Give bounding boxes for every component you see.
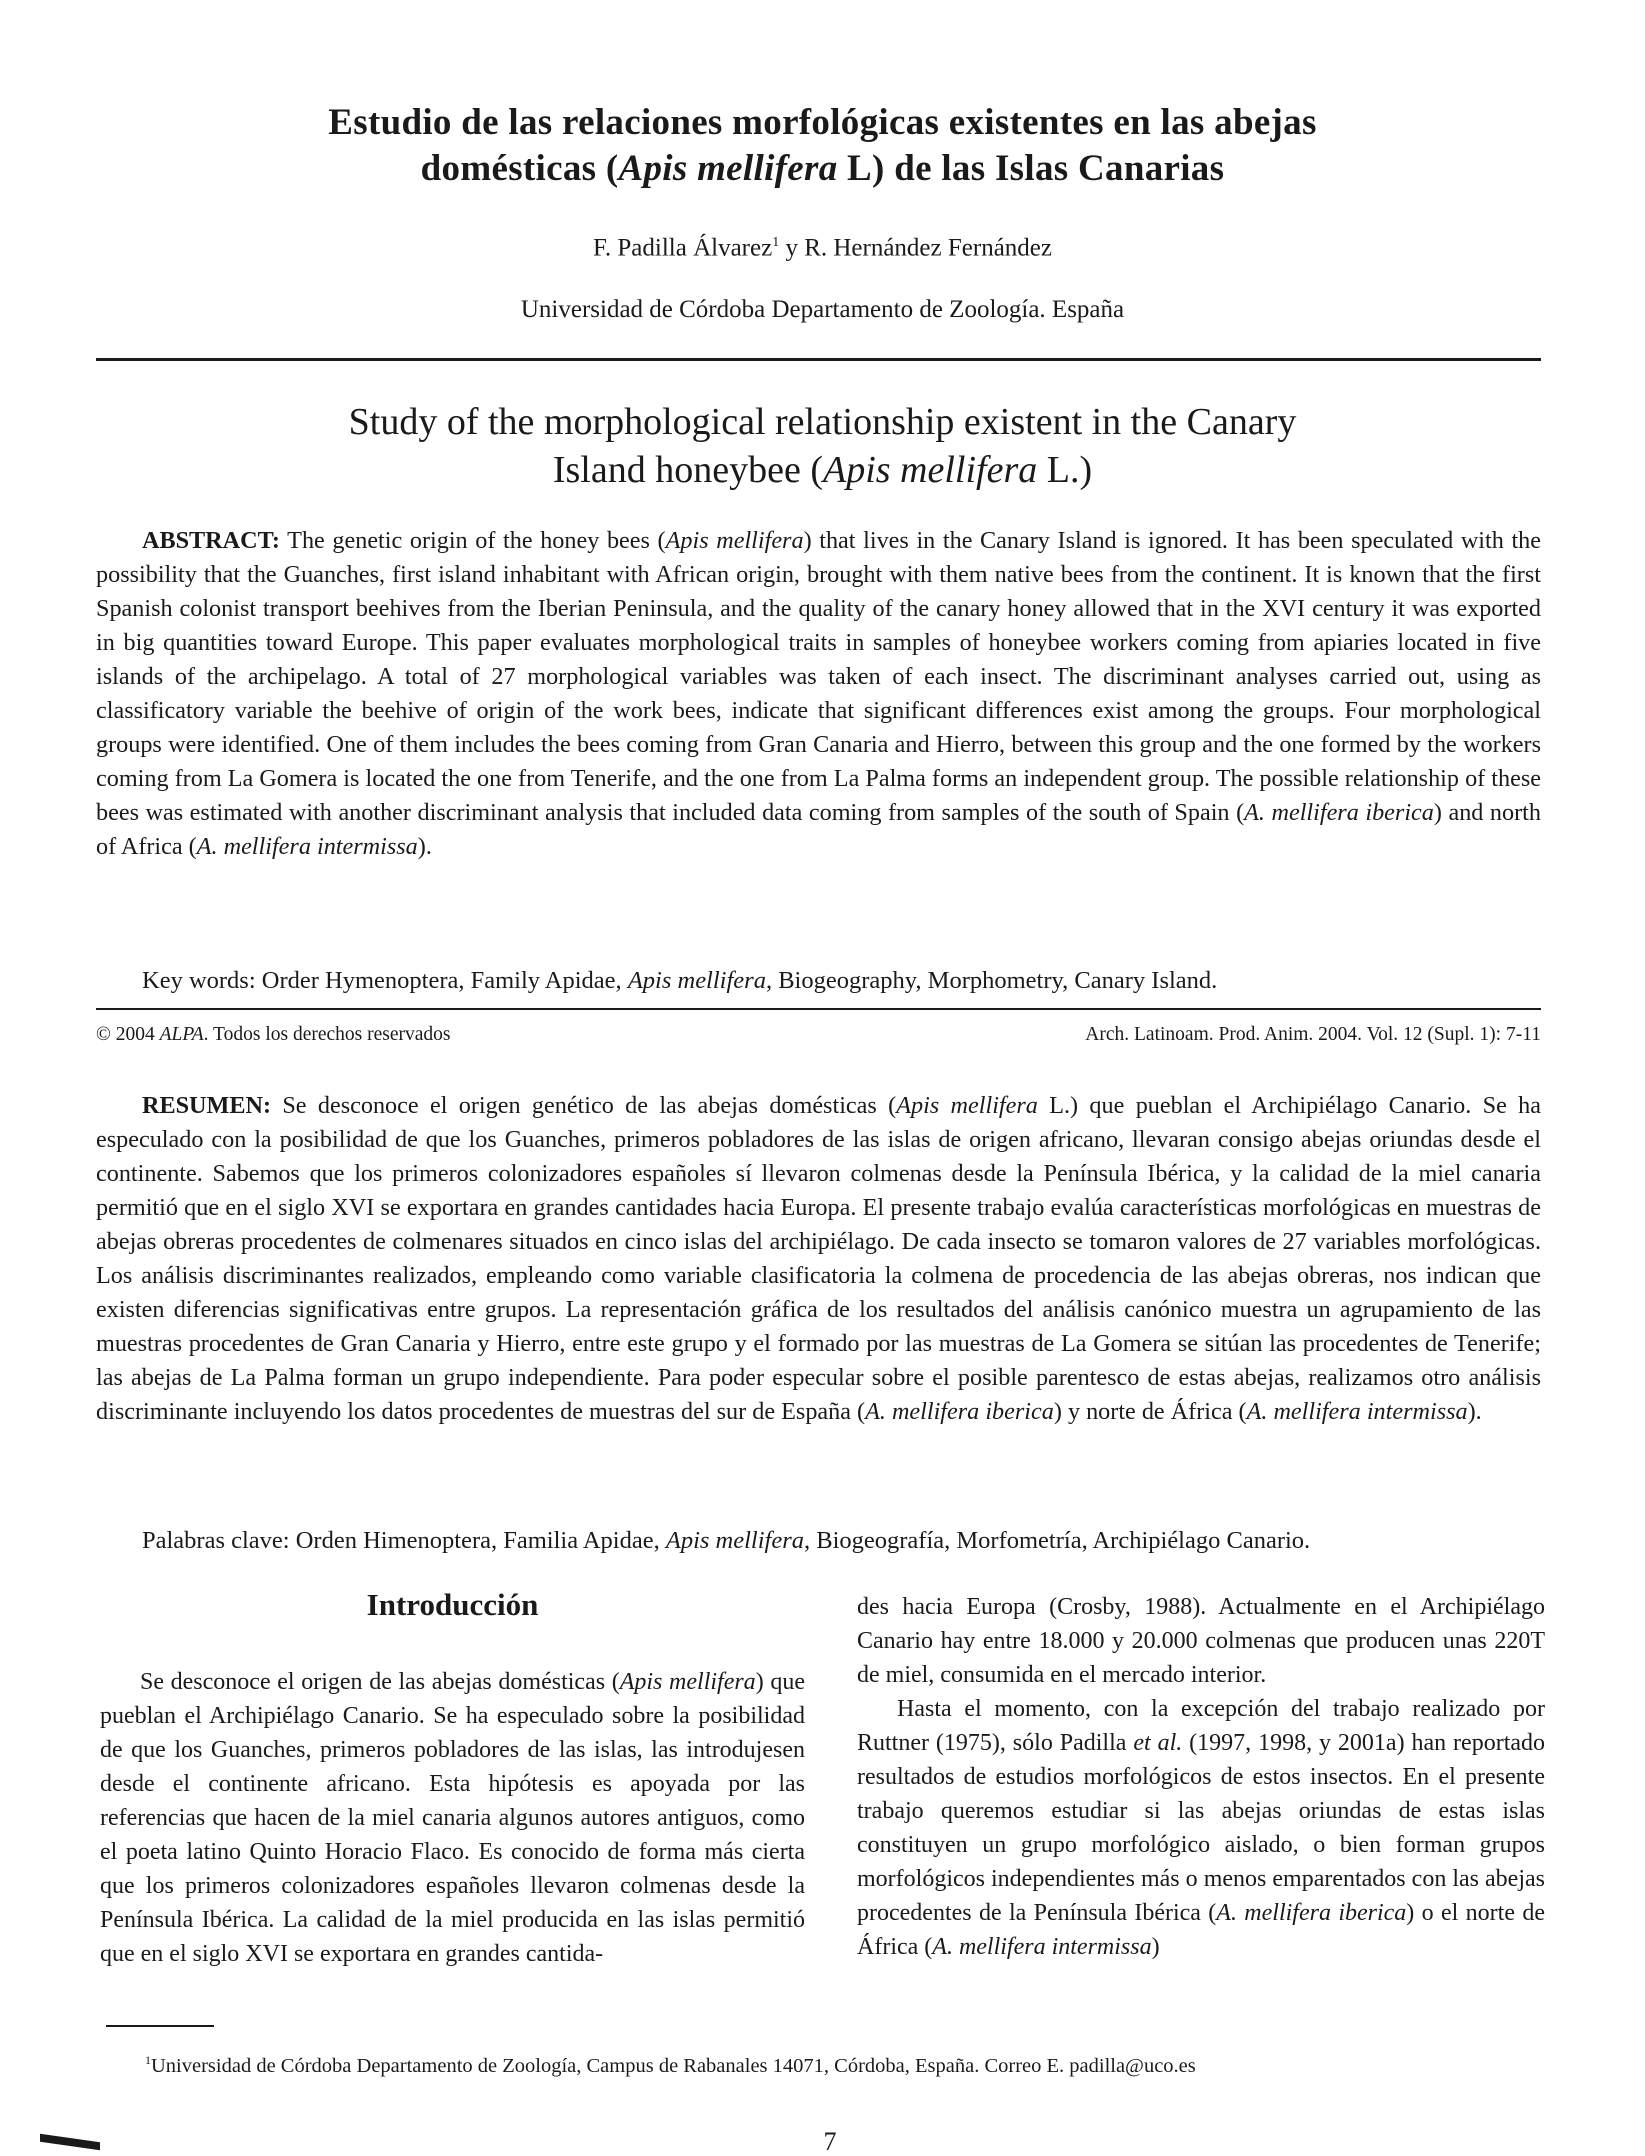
author-2: R. Hernández Fernández (804, 234, 1052, 262)
resumen-italic-1: Apis mellifera (896, 1092, 1038, 1119)
journal-citation: Arch. Latinoam. Prod. Anim. 2004. Vol. 12 (Supl. 1): 7-11 (1085, 1024, 1541, 1045)
palabras-clave-species: Apis mellifera (665, 1527, 804, 1554)
intro-p1-text-1: Se desconoce el origen de las abejas domésticas ( (140, 1669, 620, 1695)
footnote-mark: 1 (145, 2053, 151, 2067)
keywords-pre: Key words: Order Hymenoptera, Family Apidae, (142, 967, 628, 994)
left-column (100, 1585, 805, 1971)
title-spanish-species: Apis mellifera (618, 148, 838, 189)
intro-p2-italic-1: et al. (1133, 1730, 1183, 1756)
keywords (96, 964, 1541, 998)
abstract-label: ABSTRACT: (142, 527, 280, 554)
title-spanish-line1: Estudio de las relaciones morfológicas existentes en las abejas (328, 102, 1317, 143)
palabras-clave-post: , Biogeografía, Morfometría, Archipiélago Canario. (804, 1527, 1311, 1554)
resumen-label: RESUMEN: (142, 1092, 272, 1119)
page-number: 7 (823, 2127, 837, 2156)
intro-p2-italic-2: A. mellifera iberica (1216, 1900, 1407, 1926)
abstract-text-1: The genetic origin of the honey bees ( (279, 527, 666, 554)
intro-p1-text-2: ) que pueblan el Archipiélago Canario. Se ha especulado sobre la posibilidad de que los Guanches, primeros pobladores de las islas, las introdujesen desde el continente africano. Esta hipótesis es apoyada por las referencias que hacen de la miel canaria algunos autores antiguos, como el poeta latino Quinto Horacio Flaco. Es conocido de forma más cierta que los primeros colonizadores españoles llevaron colmenas desde la Península Ibérica. La calidad de la miel producida en las islas permitió que en el siglo XVI se exportara en grandes cantida- (100, 1669, 805, 1967)
author-1-footnote-mark: 1 (772, 235, 780, 250)
resumen-italic-3: A. mellifera intermissa (1246, 1398, 1468, 1425)
intro-p1-italic-1: Apis mellifera (619, 1669, 756, 1695)
abstract (96, 524, 1541, 864)
abstract-italic-3: A. mellifera intermissa (196, 833, 418, 860)
intro-paragraph-2 (857, 1692, 1545, 1964)
title-english-line1: Study of the morphological relationship existent in the Canary (348, 401, 1297, 443)
title-spanish (140, 100, 1505, 192)
title-spanish-line2-post: L) de las Islas Canarias (837, 148, 1225, 189)
intro-p2-italic-3: A. mellifera intermissa (932, 1934, 1152, 1960)
author-list (140, 227, 1505, 264)
abstract-text-4: ). (417, 833, 432, 860)
intro-p2-text-2: (1997, 1998, y 2001a) han reportado resultados de estudios morfológicos de estos insectos. En el presente trabajo queremos estudiar si las abejas oriundas de estas islas constituyen un grupo morfológico aislado, o bien forman grupos morfológicos independientes más o menos emparentados con las abejas procedentes de la Península Ibérica ( (857, 1730, 1546, 1926)
intro-paragraph-1 (100, 1665, 805, 1971)
intro-paragraph-1-continued: des hacia Europa (Crosby, 1988). Actualmente en el Archipiélago Canario hay entre 18.000 y 20.000 colmenas que producen unas 220T de miel, consumida en el mercado interior. (857, 1594, 1545, 1688)
abstract-text-2: ) that lives in the Canary Island is ignored. It has been speculated with the possibility that the Guanches, first island inhabitant with African origin, brought with them native bees from the continent. It is known that the first Spanish colonist transport beehives from the Iberian Peninsula, and the quality of the canary honey allowed that in the XVI century it was exported in big quantities toward Europe. This paper evaluates morphological traits in samples of honeybee workers coming from apiaries located in five islands of the archipelago. A total of 27 morphological variables was taken of each insect. The discriminant analyses carried out, using as classificatory variable the beehive of origin of the work bees, indicate that significant differences exist among the groups. Four morphological groups were identified. One of them includes the bees coming from Gran Canaria and Hierro, between this group and the one formed by the workers coming from La Gomera is located the one from Tenerife, and the one from La Palma forms an independent group. The possible relationship of these bees was estimated with another discriminant analysis that included data coming from samples of the south of Spain ( (96, 527, 1541, 826)
title-english-line2 (140, 446, 1505, 494)
abstract-divider (96, 1008, 1541, 1010)
resumen-italic-2: A. mellifera iberica (865, 1398, 1054, 1425)
author-1: F. Padilla Álvarez (592, 234, 773, 262)
abstract-italic-2: A. mellifera iberica (1244, 799, 1434, 826)
section-heading-introduccion: Introducción (366, 1587, 539, 1622)
title-english (140, 398, 1505, 494)
intro-p2-text-1: Hasta el momento, con la excepción del trabajo realizado por Ruttner (1975), sólo Padilla (857, 1696, 1545, 1756)
footnote-divider (106, 2025, 214, 2027)
header-divider (96, 358, 1541, 361)
title-english-line2-pre: Island honeybee ( (552, 449, 823, 491)
resumen-text-1: Se desconoce el origen genético de las abejas domésticas ( (271, 1092, 897, 1119)
keywords-post: , Biogeography, Morphometry, Canary Island. (765, 967, 1218, 994)
keywords-species: Apis mellifera (627, 967, 766, 994)
resumen-text-2: L.) que pueblan el Archipiélago Canario. Se ha especulado con la posibilidad de que los Guanches, primeros pobladores de las islas de origen africano, llevaran consigo abejas oriundas desde el continente. Sabemos que los primeros colonizadores españoles sí llevaron colmenas desde la Península Ibérica, y la calidad de la miel canaria permitió que en el siglo XVI se exportara en grandes cantidades hacia Europa. El presente trabajo evalúa características morfológicas en muestras de abejas obreras procedentes de colmenares situados en cinco islas del archipiélago. De cada insecto se tomaron valores de 27 variables morfológicas. Los análisis discriminantes realizados, empleando como variable clasificatoria la colmena de procedencia de las abejas obreras, nos indican que existen diferencias significativas entre grupos. La representación gráfica de los resultados del análisis canónico muestra un agrupamiento de las muestras procedentes de Gran Canaria y Hierro, entre este grupo y el formado por las muestras de La Gomera se sitúan las procedentes de Tenerife; las abejas de La Palma forman un grupo independiente. Para poder especular sobre el posible parentesco de estas abejas, realizamos otro análisis discriminante incluyendo los datos procedentes de muestras del sur de España ( (96, 1092, 1541, 1425)
abstract-italic-1: Apis mellifera (665, 527, 804, 554)
footnote-text: Universidad de Córdoba Departamento de Zoología, Campus de Rabanales 14071, Córdoba, España. Correo E. padilla@uco.es (151, 2054, 1196, 2077)
title-spanish-line2-pre: domésticas ( (420, 148, 619, 189)
abstract-text-3: ) and north of Africa ( (96, 799, 1541, 860)
resumen (96, 1089, 1541, 1429)
title-english-line2-post: L.) (1037, 449, 1093, 491)
footnote (145, 2046, 1196, 2080)
copyright-post: . Todos los derechos reservados (203, 1024, 451, 1045)
intro-p2-text-3: ) o el norte de África ( (857, 1900, 1545, 1960)
affiliation: Universidad de Córdoba Departamento de Zoología. España (520, 296, 1125, 323)
title-english-species: Apis mellifera (822, 449, 1038, 491)
palabras-clave (96, 1524, 1541, 1558)
scan-edge-mark (40, 2134, 100, 2150)
palabras-clave-pre: Palabras clave: Orden Himenoptera, Familia Apidae, (142, 1527, 666, 1554)
copyright-publisher: ALPA (159, 1024, 204, 1045)
right-column (857, 1590, 1545, 1964)
copyright-notice (96, 1022, 451, 1048)
resumen-text-4: ). (1467, 1398, 1482, 1425)
author-connector: y (779, 234, 805, 262)
intro-p2-text-4: ) (1151, 1934, 1160, 1960)
copyright-pre: © 2004 (96, 1024, 160, 1045)
title-spanish-line2 (140, 146, 1505, 192)
resumen-text-3: ) y norte de África ( (1053, 1398, 1247, 1425)
